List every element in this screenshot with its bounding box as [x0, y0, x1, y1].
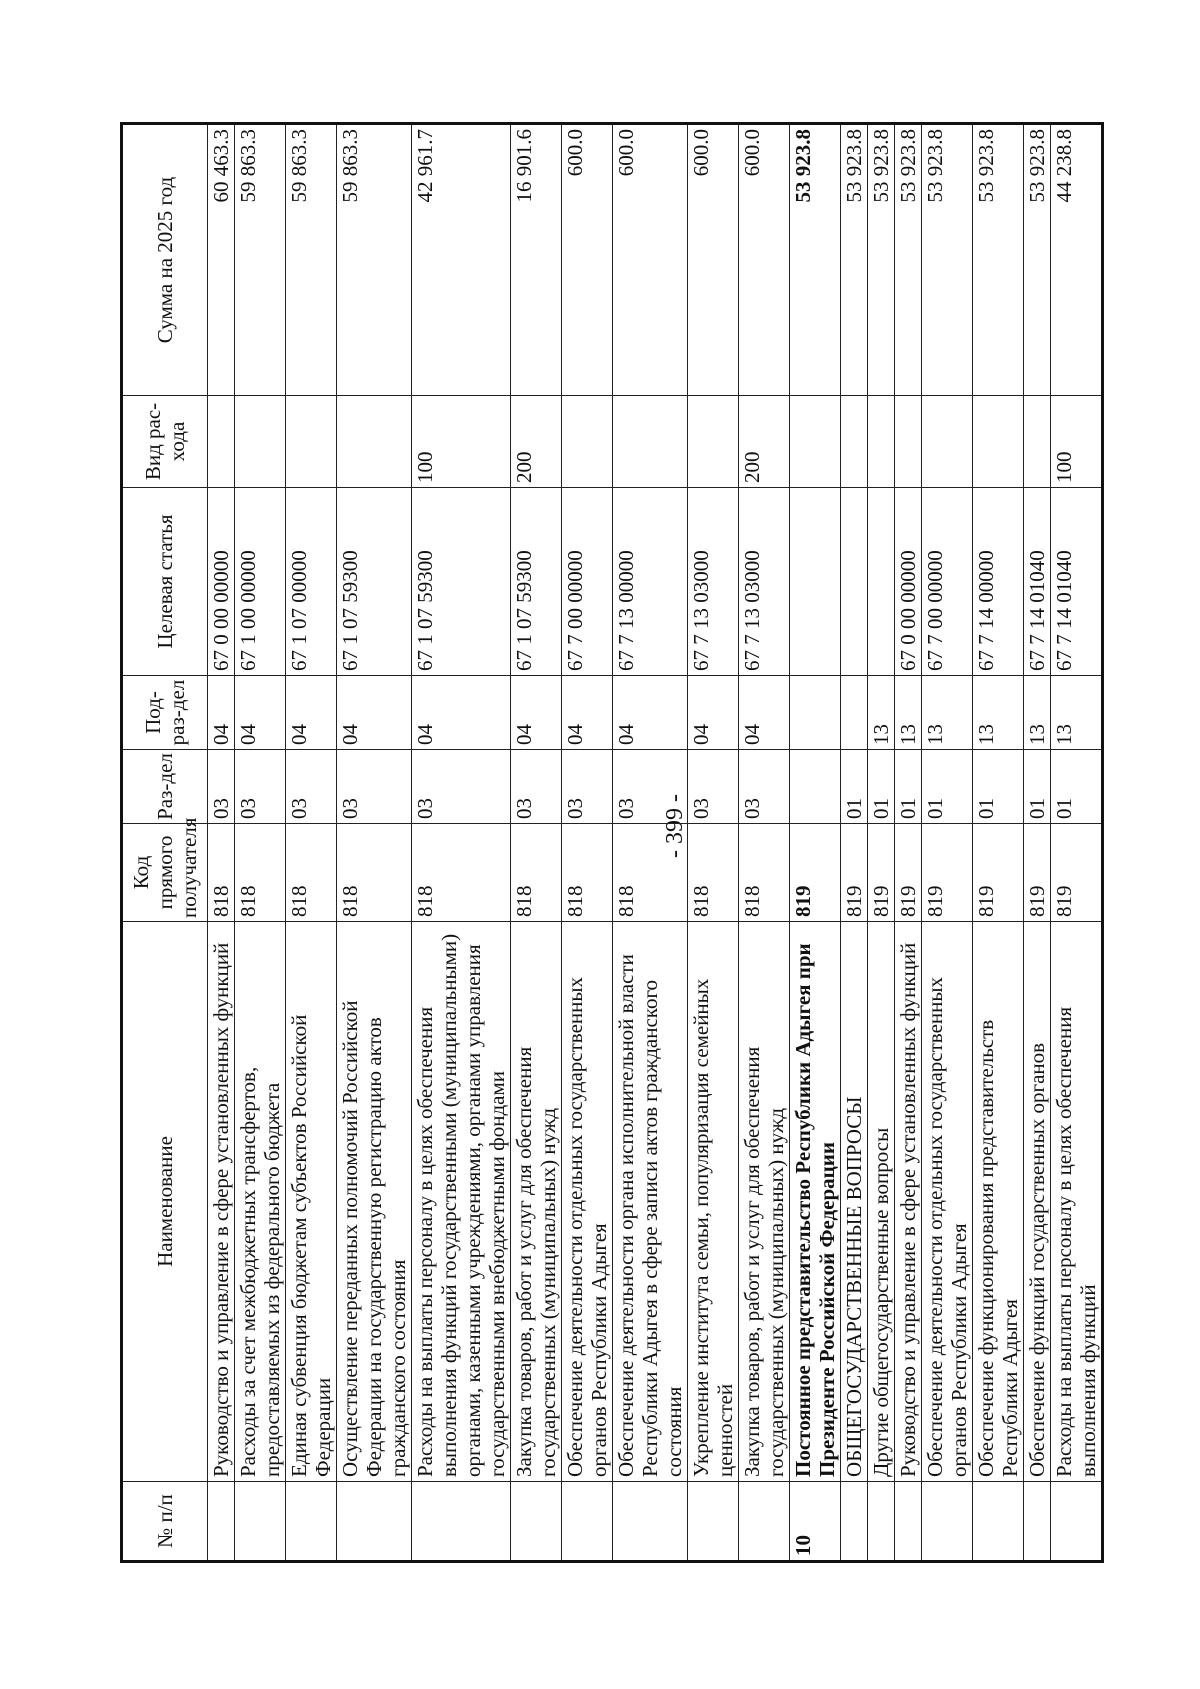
cell-code: 818: [688, 824, 739, 922]
cell-pr: 13: [1051, 676, 1103, 750]
header-vid: Вид рас-хода: [122, 396, 208, 488]
cell-pr: 04: [286, 676, 337, 750]
cell-rz: [790, 750, 841, 824]
cell-cs: 67 0 00 00000: [208, 488, 235, 676]
cell-name: Закупка товаров, работ и услуг для обеспечения государственных (муниципальных) нужд: [739, 922, 790, 1482]
cell-sum: 59 863.3: [235, 124, 286, 396]
cell-vr: [688, 396, 739, 488]
cell-code: 818: [613, 824, 688, 922]
cell-vr: [337, 396, 412, 488]
header-podrazdel: Под-раз-дел: [122, 676, 208, 750]
cell-sum: 600.0: [562, 124, 613, 396]
table-row: [208, 124, 235, 1562]
cell-name: Обеспечение функционирования представительств Республики Адыгея: [973, 922, 1024, 1482]
cell-rz: 03: [286, 750, 337, 824]
cell-cs: 67 7 00 00000: [562, 488, 613, 676]
header-code: Код прямого получателя: [122, 824, 208, 922]
header-num: № п/п: [122, 1482, 208, 1562]
page-number: - 399 -: [662, 794, 688, 858]
table-row: [286, 124, 337, 1562]
cell-num: [613, 1482, 688, 1562]
table-row: [613, 124, 688, 1562]
cell-cs: 67 1 07 59300: [412, 488, 511, 676]
cell-code: 818: [562, 824, 613, 922]
cell-name: Обеспечение функций государственных органов: [1024, 922, 1051, 1482]
cell-cs: [790, 488, 841, 676]
cell-num: [562, 1482, 613, 1562]
cell-cs: 67 7 00 00000: [922, 488, 973, 676]
header-name: Наименование: [122, 922, 208, 1482]
cell-name: Обеспечение деятельности отдельных государственных органов Республики Адыгея: [922, 922, 973, 1482]
table-row: [688, 124, 739, 1562]
cell-num: [1024, 1482, 1051, 1562]
budget-table: [120, 122, 1104, 1563]
cell-vr: [286, 396, 337, 488]
cell-name: Обеспечение деятельности органа исполнительной власти Республики Адыгея в сфере записи актов гражданского состояния: [613, 922, 688, 1482]
cell-cs: 67 1 07 59300: [511, 488, 562, 676]
cell-vr: [841, 396, 868, 488]
table-row: [511, 124, 562, 1562]
cell-rz: 01: [868, 750, 895, 824]
table-row: [412, 124, 511, 1562]
cell-name: Осуществление переданных полномочий Российской Федерации на государственную регистрацию актов гражданского состояния: [337, 922, 412, 1482]
cell-pr: 04: [613, 676, 688, 750]
cell-code: 818: [208, 824, 235, 922]
cell-code: 819: [868, 824, 895, 922]
cell-rz: 03: [688, 750, 739, 824]
cell-code: 819: [1051, 824, 1103, 922]
cell-sum: 59 863.3: [337, 124, 412, 396]
cell-code: 819: [895, 824, 922, 922]
cell-code: 818: [286, 824, 337, 922]
table-row: [739, 124, 790, 1562]
cell-code: 819: [973, 824, 1024, 922]
cell-rz: 03: [511, 750, 562, 824]
cell-name: Закупка товаров, работ и услуг для обеспечения государственных (муниципальных) нужд: [511, 922, 562, 1482]
cell-code: 819: [1024, 824, 1051, 922]
cell-vr: [922, 396, 973, 488]
cell-code: 819: [790, 824, 841, 922]
cell-rz: 01: [973, 750, 1024, 824]
cell-num: [973, 1482, 1024, 1562]
header-sum: Сумма на 2025 год: [122, 124, 208, 396]
header-stat: Целевая статья: [122, 488, 208, 676]
cell-pr: 13: [868, 676, 895, 750]
cell-sum: 53 923.8: [841, 124, 868, 396]
rotated-page: [120, 125, 1100, 1563]
cell-pr: 04: [208, 676, 235, 750]
cell-cs: 67 1 07 00000: [286, 488, 337, 676]
cell-name: Руководство и управление в сфере установленных функций: [895, 922, 922, 1482]
cell-name: Расходы за счет межбюджетных трансфертов, предоставляемых из федерального бюджета: [235, 922, 286, 1482]
cell-cs: 67 1 00 00000: [235, 488, 286, 676]
cell-sum: 59 863.3: [286, 124, 337, 396]
cell-pr: 04: [562, 676, 613, 750]
cell-cs: 67 7 13 03000: [739, 488, 790, 676]
cell-name: Расходы на выплаты персоналу в целях обеспечения выполнения функций государственными (муниципальными) органами, казенными учреждениями, органами управления государственными внебюджетными фондами: [412, 922, 511, 1482]
cell-cs: 67 7 13 03000: [688, 488, 739, 676]
cell-num: [286, 1482, 337, 1562]
cell-cs: 67 1 07 59300: [337, 488, 412, 676]
cell-vr: [613, 396, 688, 488]
cell-rz: 03: [739, 750, 790, 824]
cell-num: [868, 1482, 895, 1562]
cell-sum: 53 923.8: [922, 124, 973, 396]
table-row: [922, 124, 973, 1562]
table-row: [895, 124, 922, 1562]
cell-pr: 13: [1024, 676, 1051, 750]
cell-code: 818: [511, 824, 562, 922]
cell-num: [412, 1482, 511, 1562]
cell-vr: [868, 396, 895, 488]
table-row: [790, 124, 841, 1562]
table-body: [208, 124, 1103, 1562]
cell-num: [337, 1482, 412, 1562]
cell-rz: 03: [412, 750, 511, 824]
cell-code: 819: [841, 824, 868, 922]
cell-name: Укрепление института семьи, популяризация семейных ценностей: [688, 922, 739, 1482]
cell-num: [841, 1482, 868, 1562]
cell-sum: 600.0: [688, 124, 739, 396]
table-row: [841, 124, 868, 1562]
cell-vr: [235, 396, 286, 488]
cell-pr: [841, 676, 868, 750]
cell-pr: 04: [412, 676, 511, 750]
table-row: [562, 124, 613, 1562]
cell-sum: 53 923.8: [895, 124, 922, 396]
cell-num: [235, 1482, 286, 1562]
cell-name: Постоянное представительство Республики Адыгея при Президенте Российской Федерации: [790, 922, 841, 1482]
header-row: [122, 124, 208, 1562]
cell-rz: 01: [841, 750, 868, 824]
cell-num: [739, 1482, 790, 1562]
cell-vr: [790, 396, 841, 488]
cell-num: [895, 1482, 922, 1562]
cell-sum: 600.0: [613, 124, 688, 396]
cell-num: 10: [790, 1482, 841, 1562]
table-row: [1051, 124, 1103, 1562]
cell-rz: 03: [235, 750, 286, 824]
cell-sum: 60 463.3: [208, 124, 235, 396]
cell-vr: 200: [739, 396, 790, 488]
cell-cs: 67 7 14 00000: [973, 488, 1024, 676]
table-row: [1024, 124, 1051, 1562]
cell-pr: 13: [922, 676, 973, 750]
cell-cs: [868, 488, 895, 676]
cell-sum: 600.0: [739, 124, 790, 396]
cell-cs: 67 0 00 00000: [895, 488, 922, 676]
cell-rz: 03: [208, 750, 235, 824]
cell-cs: 67 7 14 01040: [1024, 488, 1051, 676]
cell-code: 818: [412, 824, 511, 922]
cell-num: [688, 1482, 739, 1562]
cell-pr: 04: [739, 676, 790, 750]
cell-num: [1051, 1482, 1103, 1562]
table-row: [235, 124, 286, 1562]
cell-code: 818: [337, 824, 412, 922]
cell-pr: [790, 676, 841, 750]
cell-code: 819: [922, 824, 973, 922]
cell-vr: [1024, 396, 1051, 488]
cell-code: 818: [739, 824, 790, 922]
cell-rz: 01: [922, 750, 973, 824]
cell-pr: 04: [235, 676, 286, 750]
table-row: [337, 124, 412, 1562]
cell-vr: 100: [1051, 396, 1103, 488]
cell-pr: 04: [688, 676, 739, 750]
cell-pr: 13: [895, 676, 922, 750]
cell-rz: 01: [1024, 750, 1051, 824]
cell-pr: 04: [511, 676, 562, 750]
cell-name: Руководство и управление в сфере установленных функций: [208, 922, 235, 1482]
cell-rz: 03: [613, 750, 688, 824]
table-row: [868, 124, 895, 1562]
table-row: [973, 124, 1024, 1562]
cell-sum: 44 238.8: [1051, 124, 1103, 396]
cell-num: [208, 1482, 235, 1562]
cell-cs: [841, 488, 868, 676]
cell-rz: 01: [895, 750, 922, 824]
cell-name: ОБЩЕГОСУДАРСТВЕННЫЕ ВОПРОСЫ: [841, 922, 868, 1482]
cell-vr: 100: [412, 396, 511, 488]
cell-cs: 67 7 13 00000: [613, 488, 688, 676]
cell-sum: 53 923.8: [973, 124, 1024, 396]
cell-name: Единая субвенция бюджетам субъектов Российской Федерации: [286, 922, 337, 1482]
cell-code: 818: [235, 824, 286, 922]
cell-rz: 03: [337, 750, 412, 824]
cell-rz: 01: [1051, 750, 1103, 824]
cell-sum: 53 923.8: [1024, 124, 1051, 396]
cell-vr: [895, 396, 922, 488]
cell-num: [511, 1482, 562, 1562]
cell-pr: 13: [973, 676, 1024, 750]
cell-vr: [973, 396, 1024, 488]
header-razdel: Раз-дел: [122, 750, 208, 824]
cell-cs: 67 7 14 01040: [1051, 488, 1103, 676]
cell-rz: 03: [562, 750, 613, 824]
cell-sum: 53 923.8: [790, 124, 841, 396]
cell-sum: 42 961.7: [412, 124, 511, 396]
cell-sum: 16 901.6: [511, 124, 562, 396]
cell-name: Обеспечение деятельности отдельных государственных органов Республики Адыгея: [562, 922, 613, 1482]
cell-vr: 200: [511, 396, 562, 488]
cell-name: Другие общегосударственные вопросы: [868, 922, 895, 1482]
cell-name: Расходы на выплаты персоналу в целях обеспечения выполнения функций: [1051, 922, 1103, 1482]
cell-vr: [208, 396, 235, 488]
cell-vr: [562, 396, 613, 488]
cell-pr: 04: [337, 676, 412, 750]
cell-sum: 53 923.8: [868, 124, 895, 396]
cell-num: [922, 1482, 973, 1562]
